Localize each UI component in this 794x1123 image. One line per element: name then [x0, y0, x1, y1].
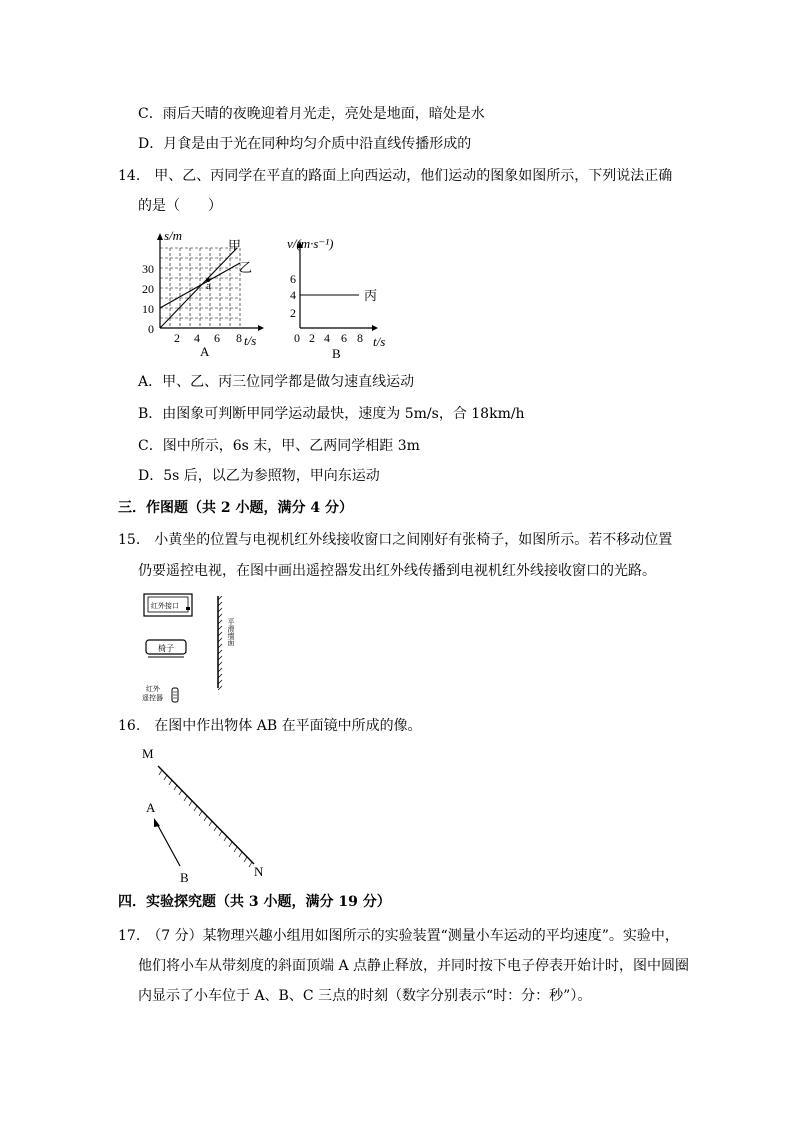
- vtick-2: 2: [290, 306, 296, 320]
- q15-stem-line1: 15. 小黄坐的位置与电视机红外线接收窗口之间刚好有张椅子，如图所示。若不移动位置: [118, 532, 673, 548]
- mirror-mn: [158, 766, 254, 864]
- label-m: M: [142, 746, 154, 761]
- section-4-heading: 四．实验探究题（共 3 小题，满分 19 分）: [118, 894, 391, 910]
- label-point-a: a: [206, 280, 211, 292]
- graph-b-ylabel: v/(m·s⁻¹): [287, 236, 334, 251]
- q17-stem-line3: 内显示了小车位于 A、B、C 三点的时刻（数字分别表示“时：分：秒”）。: [138, 988, 592, 1004]
- graph-a-st: [140, 228, 270, 360]
- q14-stem-line1: 14. 甲、乙、丙同学在平直的路面上向西运动，他们运动的图象如图所示，下列说法正确: [118, 168, 673, 184]
- tv-label: 红外接口: [151, 602, 179, 610]
- label-a: A: [146, 800, 156, 815]
- fig15-tv-chair-wall: [136, 588, 246, 706]
- xtick-8: 8: [236, 331, 242, 345]
- section-3-heading: 三．作图题（共 2 小题，满分 4 分）: [118, 500, 353, 516]
- graph-a-xlabel: t/s: [244, 333, 257, 348]
- q16-stem: 16. 在图中作出物体 AB 在平面镜中所成的像。: [118, 718, 422, 734]
- chair-label: 椅子: [158, 644, 174, 653]
- graph-b-caption: B: [332, 346, 341, 360]
- q17-stem-line2: 他们将小车从带刻度的斜面顶端 A 点静止释放，并同时按下电子停表开始计时，图中圆圈: [138, 958, 690, 974]
- graph-a-ylabel: s/m: [164, 228, 183, 243]
- xtick-4: 4: [194, 331, 200, 345]
- graph-a-caption: A: [200, 344, 210, 359]
- remote-label-1: 红外: [146, 685, 160, 693]
- fig16-mirror-ab: [136, 742, 276, 886]
- label-b: B: [180, 870, 189, 885]
- vtick-4: 4: [290, 288, 296, 302]
- q13-option-d: D．月食是由于光在同种均匀介质中沿直线传播形成的: [138, 136, 472, 152]
- q17-stem-line1: 17. （7 分）某物理兴趣小组用如图所示的实验装置“测量小车运动的平均速度”。实验中，: [118, 928, 679, 944]
- ttick-6: 6: [341, 331, 347, 345]
- xtick-6: 6: [214, 331, 220, 345]
- xtick-2: 2: [174, 331, 180, 345]
- q14-option-c: C．图中所示，6s 末，甲、乙两同学相距 3m: [138, 438, 420, 454]
- q14-option-d: D．5s 后，以乙为参照物，甲向东运动: [138, 468, 380, 484]
- ytick-10: 10: [142, 302, 154, 316]
- ttick-8: 8: [357, 331, 363, 345]
- label-jia: 甲: [228, 238, 242, 253]
- ttick-0: 0: [294, 331, 300, 345]
- graph-b-vt: [284, 232, 394, 360]
- graph-b-xlabel: t/s: [373, 334, 386, 349]
- ytick-30: 30: [142, 262, 154, 276]
- wall-label: 平滑墙面: [227, 618, 235, 646]
- q15-stem-line2: 仍要遥控电视，在图中画出遥控器发出红外线传播到电视机红外线接收窗口的光路。: [138, 563, 656, 579]
- q13-option-c: C．雨后天晴的夜晚迎着月光走，亮处是地面，暗处是水: [138, 106, 485, 122]
- ytick-20: 20: [142, 282, 154, 296]
- label-yi: 乙: [239, 260, 253, 275]
- q14-stem-line2: 的是（ ）: [138, 198, 222, 214]
- object-ab: [156, 822, 180, 866]
- label-bing: 丙: [364, 288, 378, 303]
- q14-option-a: A．甲、乙、丙三位同学都是做匀速直线运动: [138, 374, 415, 390]
- label-n: N: [254, 864, 264, 879]
- q14-option-b: B．由图象可判断甲同学运动最快，速度为 5m/s，合 18km/h: [138, 406, 525, 422]
- ttick-4: 4: [324, 331, 330, 345]
- remote-label-2: 遥控器: [142, 694, 163, 702]
- ytick-0: 0: [148, 322, 154, 336]
- vtick-6: 6: [290, 272, 296, 286]
- ttick-2: 2: [309, 331, 315, 345]
